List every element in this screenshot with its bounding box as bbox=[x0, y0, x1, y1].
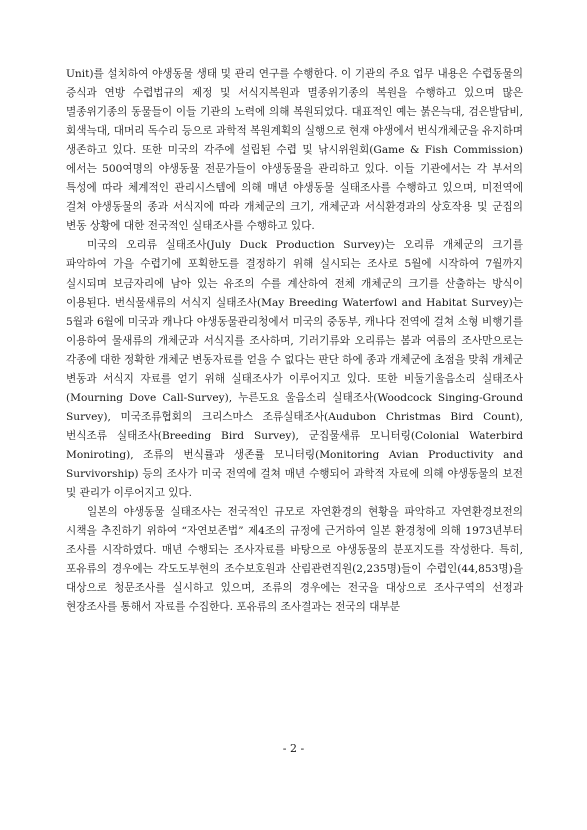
paragraph-us-duck-survey: 미국의 오리류 실태조사(July Duck Production Survey)는 오리류 개체군의 크기를 파악하여 가을 수렵기에 포획한도를 결정하기 위해 실시되는 조사로 5월에 시작하여 7월까지 실시되며 보금자리에 남아 있는 유조의 수를 계산하여 전체 개체군의 크기를 산출하는 방식이 이용된다. 번식물새류의 서식지 실태조사(May Breeding Waterfowl and Habitat Survey)는 5월과 6월에 미국과 캐나다 야생동물관리청에서 미국의 중동부, 캐나다 전역에 걸쳐 소형 비행기를 이용하여 물새류의 개체군과 서식지를 조사하며, 기러기류와 오리류는 봄과 여름의 조사만으로는 각종에 대한 정확한 개체군 변동자료를 얻을 수 없다는 판단 하에 종과 개체군에 초점을 맞춰 개체군 변동과 서식지 자료를 얻기 위해 실태조사가 이루어지고 있다. 또한 비둘기울음소리 실태조사(Mourning Dove Call-Survey), 누른도요 울음소리 실태조사(Woodcock Singing-Ground Survey), 미국조류협회의 크리스마스 조류실태조사(Audubon Christmas Bird Count), 번식조류 실태조사(Breeding Bird Survey), 군집물새류 모니터링(Colonial Waterbird Moniroting), 조류의 번식률과 생존률 모니터링(Monitoring Avian Productivity and Survivorship) 등의 조사가 미국 전역에 걸쳐 매년 수행되어 과학적 자료에 의해 야생동물의 보전 및 관리가 이루어지고 있다. bbox=[66, 239, 523, 500]
paragraph-japan-survey: 일본의 야생동물 실태조사는 전국적인 규모로 자연환경의 현황을 파악하고 자연환경보전의 시책을 추진하기 위하여 “자연보존법” 제4조의 규정에 근거하여 일본 환경청에 의해 1973년부터 조사를 시작하였다. 매년 수행되는 조사자료를 바탕으로 야생동물의 분포지도를 작성한다. 특히, 포유류의 경우에는 각도도부현의 조수보호원과 산림관련직원(2,235명)들이 수렵인(44,853명)을 대상으로 청문조사를 실시하고 있으며, 조류의 경우에는 전국을 대상으로 조사구역의 선정과 현장조사를 통해서 자료를 수집한다. 포유류의 조사결과는 전국의 대부분 bbox=[66, 506, 523, 614]
body-text bbox=[66, 65, 523, 617]
paragraph-continuation: Unit)를 설치하여 야생동물 생태 및 관리 연구를 수행한다. 이 기관의 주요 업무 내용은 수렵동물의 증식과 연방 수렵법규의 제정 및 서식지복원과 멸종위기종의 복원을 수행하고 있으며 많은 멸종위기종의 동물들이 이들 기관의 노력에 의해 복원되었다. 대표적인 예는 붉은늑대, 검은발담비, 회색늑대, 대머리 독수리 등으로 과학적 복원계획의 실행으로 현재 야생에서 번식개체군을 유지하며 생존하고 있다. 또한 미국의 각주에 설립된 수렵 및 낚시위원회(Game & Fish Commission)에서는 500여명의 야생동물 전문가들이 야생동물을 관리하고 있다. 이들 기관에서는 각 부서의 특성에 따라 체계적인 관리시스템에 의해 매년 야생동물 실태조사를 수행하고 있으며, 미전역에 걸쳐 야생동물의 종과 서식지에 따라 개체군의 크기, 개체군과 서식환경과의 상호작용 및 군집의 변동 상황에 대한 전국적인 실태조사를 수행하고 있다. bbox=[66, 68, 523, 233]
page-number: - 2 - bbox=[282, 742, 305, 755]
